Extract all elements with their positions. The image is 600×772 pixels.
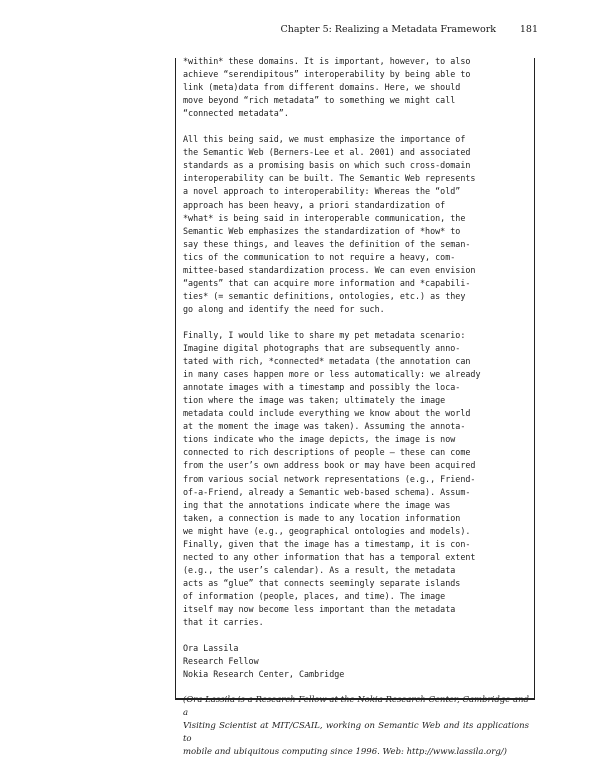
paragraph-3: Finally, I would like to share my pet metadata scenario: Imagine digital photographs that are subsequently anno- tated with rich, *connected* metadata (the annotation can in many cases happen more or less automatically: we already annotate images with a timestamp and possibly the loca- tion where the image was taken; ultimately the image metadata could include everything we know about the world at the moment the image was taken). Assuming the annota- tions indicate who the image depicts, the image is now connected to rich descriptions of people – these can come from the user’s own address book or may have been acquired from various social network representations (e.g., Friend- of-a-Friend, already a Semantic web-based schema). Assum- ing that the annotations indicate where the image was taken, a connection is made to any location information we might have (e.g., geographical ontologies and models). Finally, given that the image has a timestamp, it is con- nected to any other information that has a temporal extent (e.g., the user’s calendar). As a result, the metadata acts as “glue” that connects seemingly separate islands of information (people, places, and time). The image itself may now become less important than the metadata that it carries.: [183, 329, 481, 628]
sidebar-content: [183, 55, 529, 772]
page-number: 181: [519, 24, 538, 35]
signature-role: Research Fellow: [183, 656, 259, 667]
signature-org: Nokia Research Center, Cambridge: [183, 669, 345, 680]
signature-block: [183, 642, 529, 681]
author-bio: (Ora Lassila is a Research Fellow at the Nokia Research Center, Cambridge and a Visiting Scientist at MIT/CSAIL, working on Semantic Web and its applications to mobile and ubiquitous computing since 1996. Web: http://www.lassila.org/): [183, 695, 529, 758]
chapter-title: Chapter 5: Realizing a Metadata Framework: [280, 24, 496, 35]
paragraph-1: *within* these domains. It is important, however, to also achieve “serendipitous” interoperability by being able to link (meta)data from different domains. Here, we should move beyond “rich metadata” to something we might call “connected metadata”.: [183, 56, 471, 119]
signature-name: Ora Lassila: [183, 643, 239, 654]
running-header: [0, 24, 600, 40]
paragraph-2: All this being said, we must emphasize the importance of the Semantic Web (Berners-Lee et al. 2001) and associated standards as a promising basis on which such cross-domain interoperability can be built. The Semantic Web represents a novel approach to interoperability: Whereas the “old” approach has been heavy, a priori standardization of *what* is being said in interoperable communication, the Semantic Web emphasizes the standardization of *how* to say these things, and leaves the definition of the seman- tics of the communication to not require a heavy, com- mittee-based standardization process. We can even envision “agents” that can acquire more information and *capabili- ties* (= semantic definitions, ontologies, etc.) as they go along and identify the need for such.: [183, 134, 476, 314]
